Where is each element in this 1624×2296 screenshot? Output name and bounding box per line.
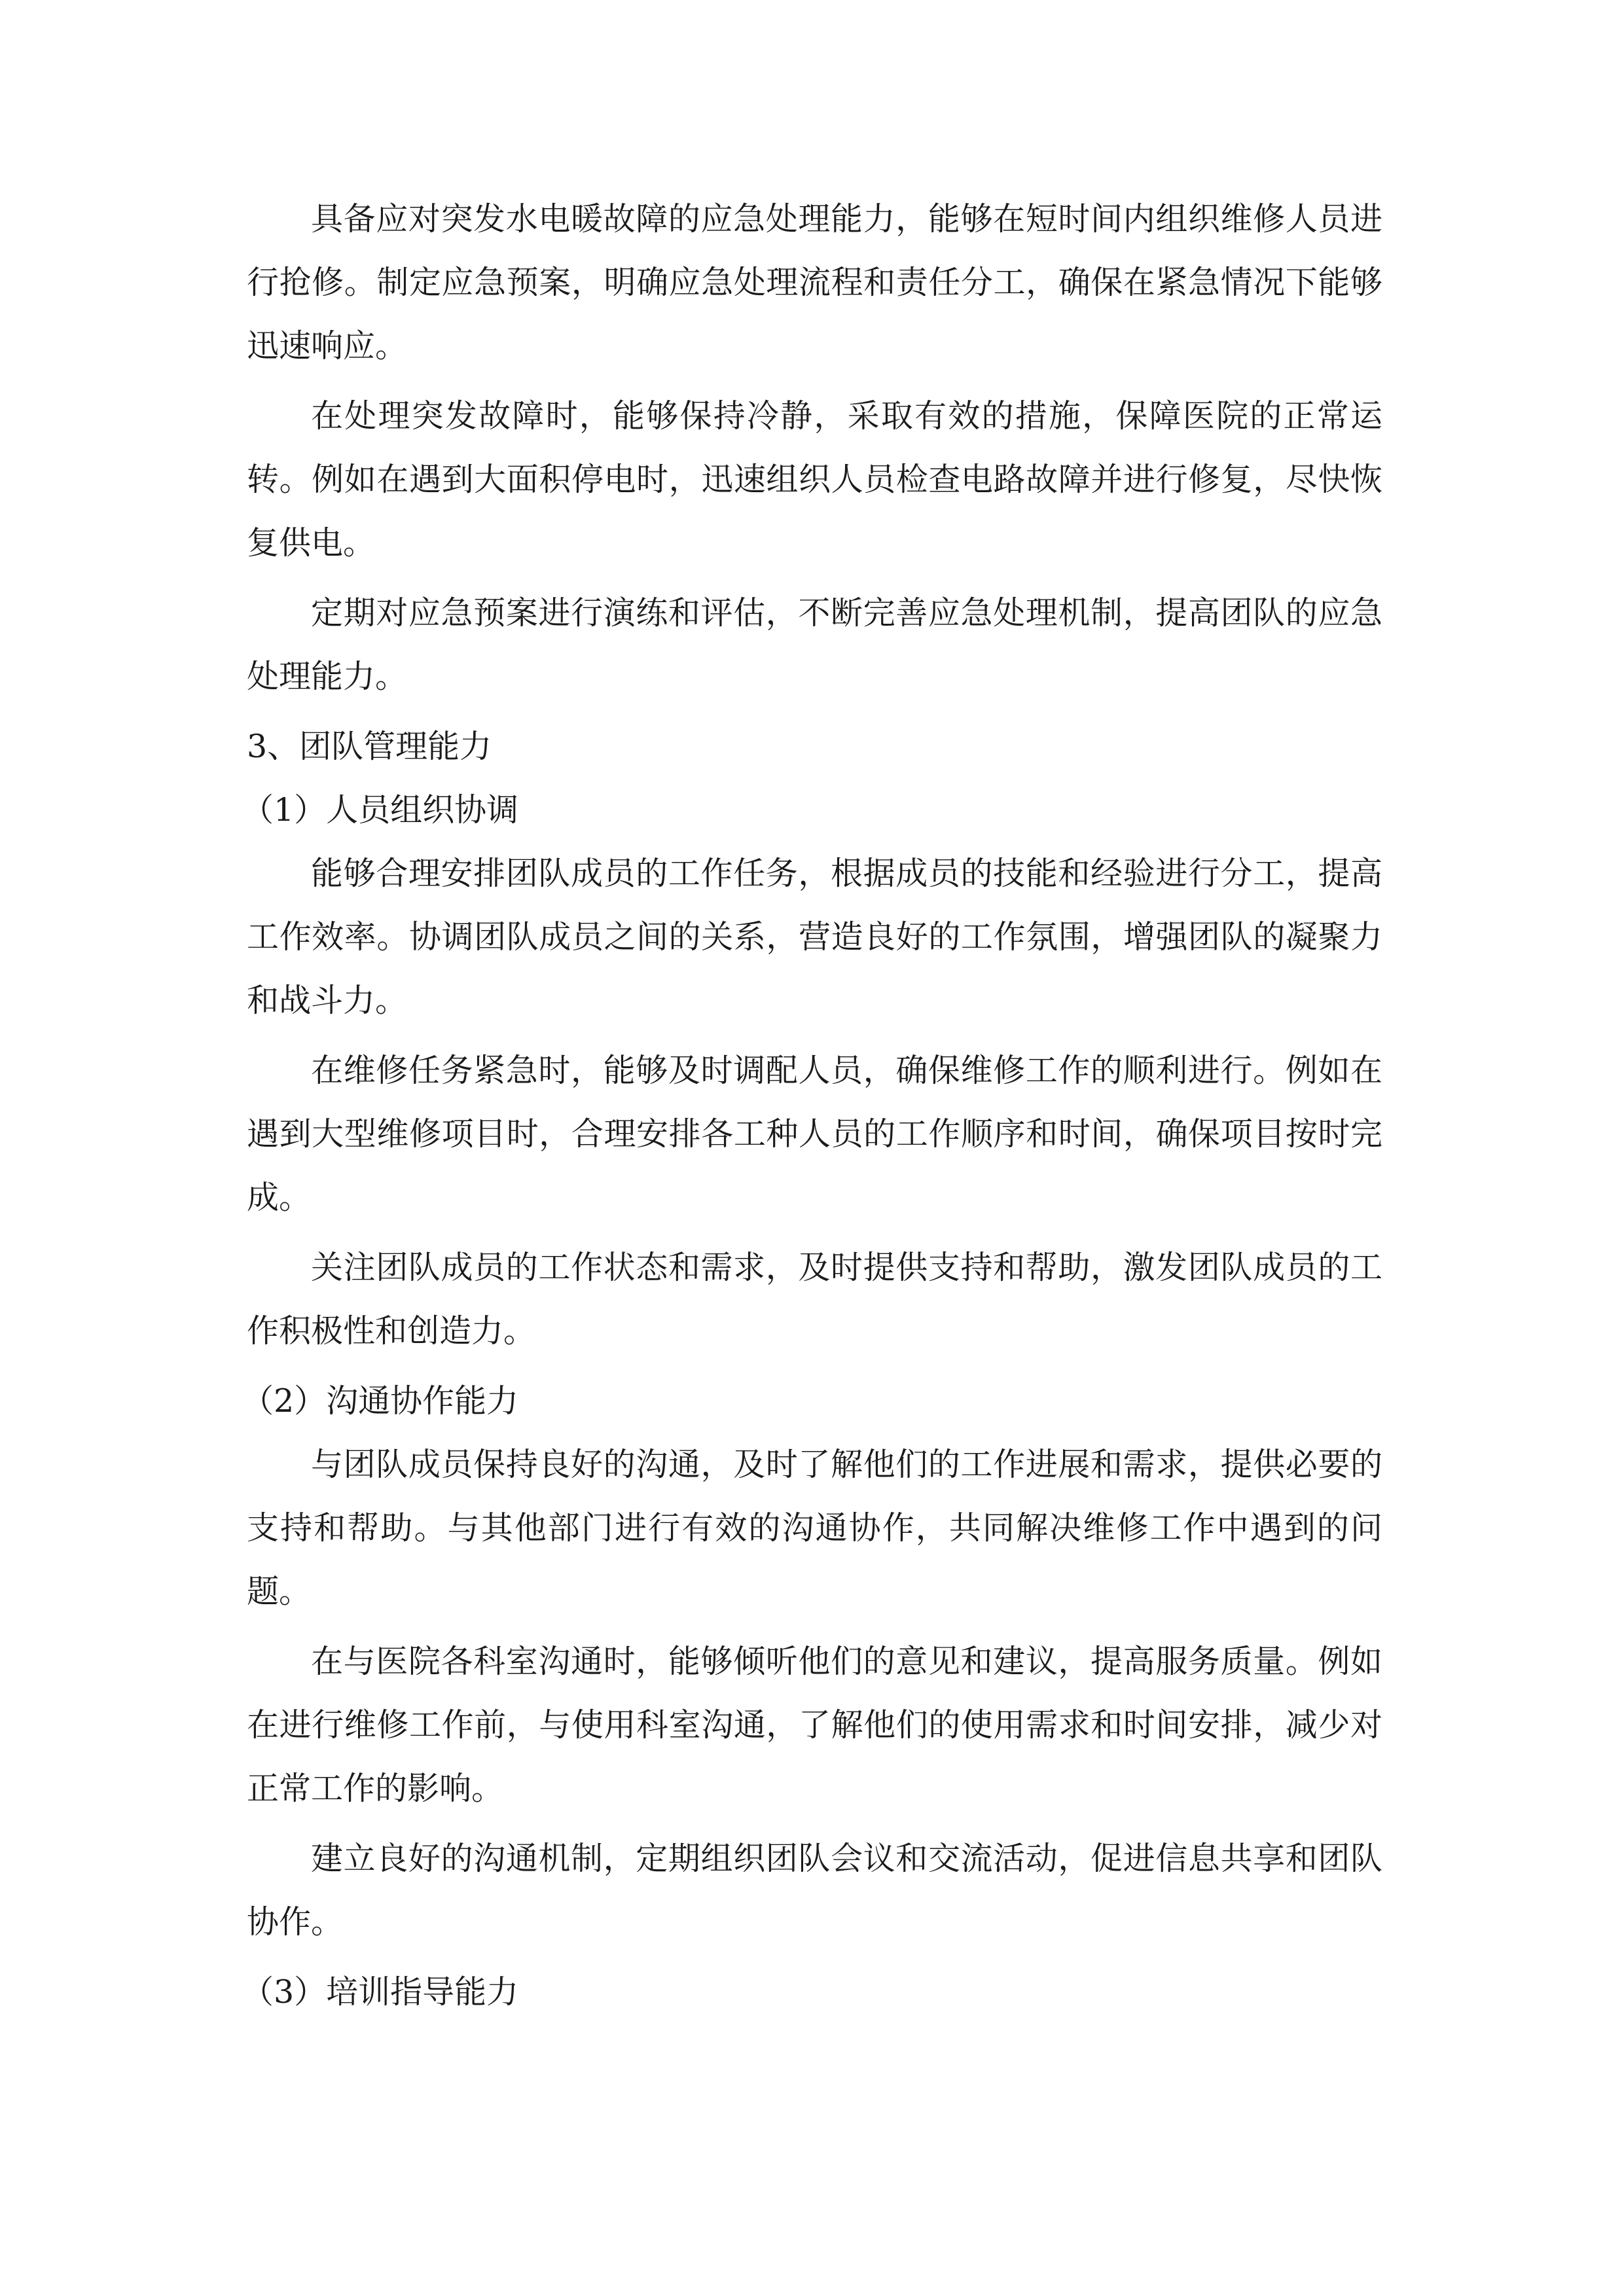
document-body [242, 187, 1382, 2024]
paragraph: 具备应对突发水电暖故障的应急处理能力，能够在短时间内组织维修人员进行抢修。制定应急预案，明确应急处理流程和责任分工，确保在紧急情况下能够迅速响应。 [247, 200, 1382, 365]
paragraph: 建立良好的沟通机制，定期组织团队会议和交流活动，促进信息共享和团队协作。 [247, 1840, 1382, 1941]
paragraph: 在与医院各科室沟通时，能够倾听他们的意见和建议，提高服务质量。例如在进行维修工作前，与使用科室沟通，了解他们的使用需求和时间安排，减少对正常工作的影响。 [247, 1643, 1382, 1807]
paragraph: 关注团队成员的工作状态和需求，及时提供支持和帮助，激发团队成员的工作积极性和创造力。 [247, 1249, 1382, 1350]
paragraph: 定期对应急预案进行演练和评估，不断完善应急处理机制，提高团队的应急处理能力。 [247, 594, 1382, 695]
section-heading: 3、团队管理能力 [247, 728, 492, 765]
subsection-heading: （3）培训指导能力 [242, 1973, 519, 2011]
paragraph: 在维修任务紧急时，能够及时调配人员，确保维修工作的顺利进行。例如在遇到大型维修项目时，合理安排各工种人员的工作顺序和时间，确保项目按时完成。 [247, 1052, 1382, 1216]
subsection-heading: （2）沟通协作能力 [242, 1382, 519, 1420]
paragraph: 在处理突发故障时，能够保持冷静，采取有效的措施，保障医院的正常运转。例如在遇到大面积停电时，迅速组织人员检查电路故障并进行修复，尽快恢复供电。 [247, 397, 1382, 562]
paragraph: 与团队成员保持良好的沟通，及时了解他们的工作进展和需求，提供必要的支持和帮助。与其他部门进行有效的沟通协作，共同解决维修工作中遇到的问题。 [247, 1446, 1382, 1610]
paragraph: 能够合理安排团队成员的工作任务，根据成员的技能和经验进行分工，提高工作效率。协调团队成员之间的关系，营造良好的工作氛围，增强团队的凝聚力和战斗力。 [247, 855, 1382, 1019]
subsection-heading: （1）人员组织协调 [242, 791, 519, 829]
